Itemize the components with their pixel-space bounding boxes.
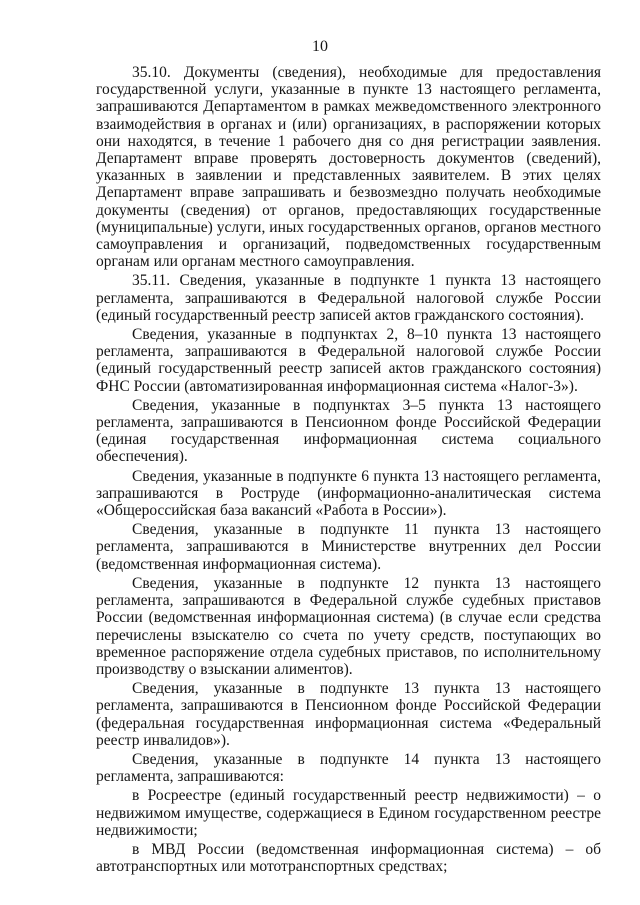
paragraph-subitem-6: Сведения, указанные в подпункте 6 пункта 13 настоящего регламента, запрашиваются в Роструде (информационно-аналитическая система «Общероссийская база вакансий «Работа в России»). [96, 467, 601, 520]
page-number: 10 [312, 38, 328, 55]
paragraph-subitems-3-5: Сведения, указанные в подпунктах 3–5 пункта 13 настоящего регламента, запрашиваются в Пенсионном фонде Российской Федерации (единая государственная информационная система социального обеспечения). [96, 396, 601, 466]
paragraph-35-10: 35.10. Документы (сведения), необходимые для предоставления государственной услуги, указанные в пункте 13 настоящего регламента, запрашиваются Департаментом в рамках межведомственного электронного взаимодействия в органах и (или) организациях, в распоряжении которых они находятся, в течение 1 рабочего дня со дня регистрации заявления. Департамент вправе проверять достоверность документов (сведений), указанных в заявлении и представленных заявителем. В этих целях Департамент вправе запрашивать и безвозмездно получать необходимые документы (сведения) от органов, предоставляющих государственные (муниципальные) услуги, иных государственных органов, органов местного самоуправления и организаций, подведомственных государственным органам или органам местного самоуправления. [96, 64, 601, 271]
document-body [96, 64, 601, 877]
paragraph-mvd: в МВД России (ведомственная информационная система) – об автотранспортных или мототранспортных средствах; [96, 840, 601, 876]
paragraph-35-11: 35.11. Сведения, указанные в подпункте 1 пункта 13 настоящего регламента, запрашиваются в Федеральной налоговой службе России (единый государственный реестр записей актов гражданского состояния). [96, 272, 601, 324]
paragraph-subitem-13: Сведения, указанные в подпункте 13 пункта 13 настоящего регламента, запрашиваются в Пенсионном фонде Российской Федерации (федеральная государственная информационная система «Федеральный реестр инвалидов»). [96, 680, 601, 749]
paragraph-subitem-11: Сведения, указанные в подпункте 11 пункта 13 настоящего регламента, запрашиваются в Министерстве внутренних дел России (ведомственная информационная система). [96, 521, 601, 573]
paragraph-rosreestr: в Росреестре (единый государственный реестр недвижимости) – о недвижимом имуществе, содержащиеся в Едином государственном реестре недвижимости; [96, 787, 601, 839]
paragraph-subitem-12: Сведения, указанные в подпункте 12 пункта 13 настоящего регламента, запрашиваются в Федеральной службе судебных приставов России (ведомственная информационная система) (в случае если средства перечислены взыскателю со счета по учету средств, поступающих во временное распоряжение отдела судебных приставов, по исполнительному производству о взыскании алиментов). [96, 574, 601, 678]
paragraph-subitems-2-8-10: Сведения, указанные в подпунктах 2, 8–10 пункта 13 настоящего регламента, запрашиваются в Федеральной налоговой службе России (единый государственный реестр записей актов гражданского состояния) ФНС России (автоматизированная информационная система «Налог-3»). [96, 326, 601, 395]
paragraph-subitem-14: Сведения, указанные в подпункте 14 пункта 13 настоящего регламента, запрашиваются: [96, 750, 601, 786]
